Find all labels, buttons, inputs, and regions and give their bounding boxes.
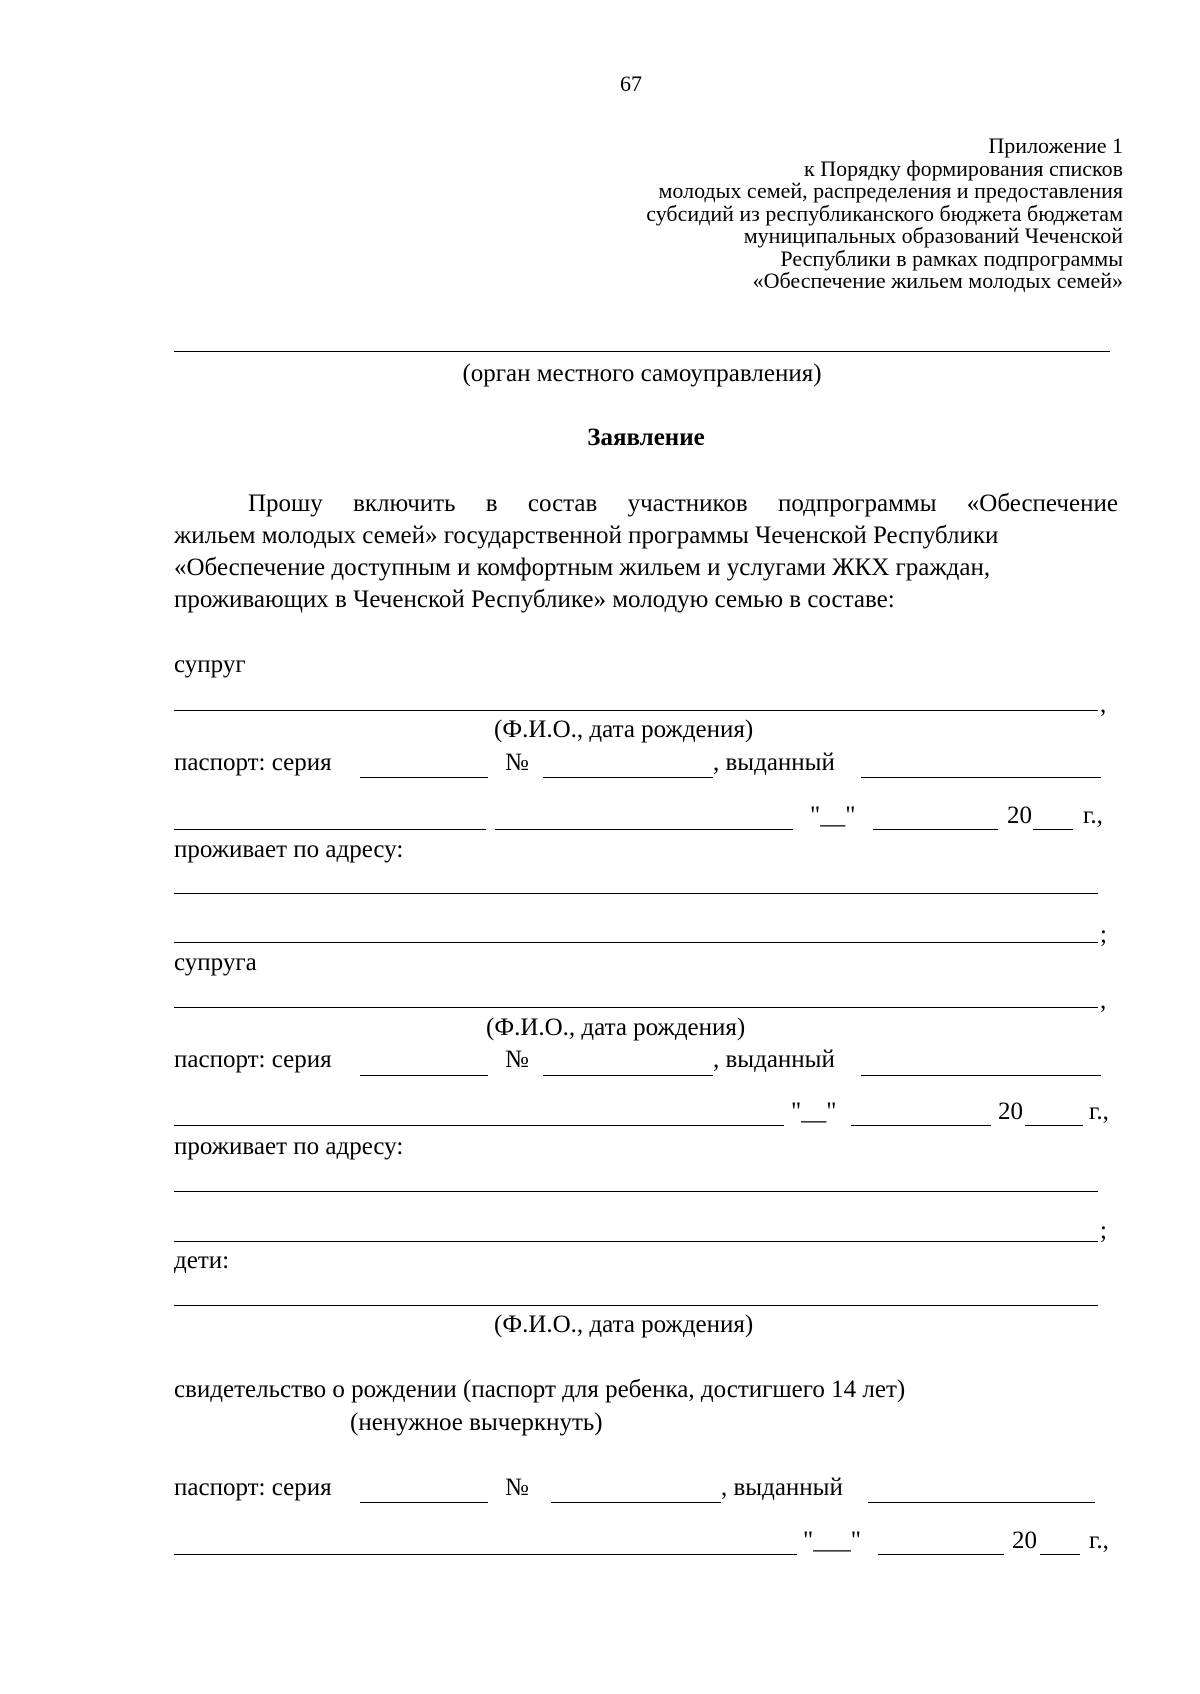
spouse-m-label: супруг: [174, 651, 246, 678]
intro-word: участников: [627, 490, 748, 517]
spouse-m-series-field[interactable]: [360, 777, 488, 778]
spouse-m-address-line-2[interactable]: [174, 942, 1098, 943]
children-series-field[interactable]: [360, 1502, 488, 1503]
spouse-m-number-field[interactable]: [543, 777, 713, 778]
spouse-m-year-field[interactable]: [1033, 829, 1073, 830]
children-fio-line[interactable]: [174, 1305, 1098, 1306]
appendix-line: субсидий из республиканского бюджета бюджетам: [646, 200, 1123, 226]
authority-caption: (орган местного самоуправления): [462, 360, 822, 387]
children-strike-note: (ненужное вычеркнуть): [350, 1409, 603, 1436]
document-title: Заявление: [587, 424, 705, 451]
intro-word: состав: [527, 490, 598, 517]
spouse-m-issuer-field-2[interactable]: [174, 829, 486, 830]
intro-word: подпрограммы: [777, 490, 937, 517]
intro-word: в: [485, 490, 498, 517]
spouse-f-fio-caption: (Ф.И.О., дата рождения): [486, 1014, 746, 1041]
spouse-m-address-line-1[interactable]: [174, 893, 1098, 894]
intro-word: включить: [353, 490, 456, 517]
children-number-sign: №: [505, 1474, 529, 1501]
spouse-m-issued: , выданный: [713, 749, 835, 776]
intro-word: Прошу: [248, 490, 323, 517]
spouse-f-issuer-field[interactable]: [861, 1075, 1101, 1076]
appendix-line: «Обеспечение жильем молодых семей»: [752, 268, 1123, 293]
spouse-f-address-line-2[interactable]: [174, 1241, 1098, 1242]
children-passport-label: паспорт: серия: [174, 1474, 332, 1501]
spouse-m-passport-label: паспорт: серия: [174, 749, 332, 776]
page-number: 67: [620, 71, 642, 96]
spouse-m-comma: ,: [1100, 691, 1107, 718]
appendix-header: [423, 135, 1123, 293]
spouse-m-number-sign: №: [505, 749, 529, 776]
spouse-f-comma: ,: [1100, 987, 1107, 1014]
spouse-f-month-field[interactable]: [851, 1125, 991, 1126]
intro-line-1: [248, 491, 1118, 516]
spouse-m-fio-caption: (Ф.И.О., дата рождения): [494, 716, 754, 743]
spouse-m-year-prefix: 20: [1007, 802, 1032, 829]
spouse-m-semicolon: ;: [1100, 921, 1107, 948]
appendix-line: Приложение 1: [988, 133, 1123, 158]
children-certificate: свидетельство о рождении (паспорт для ребенка, достигшего 14 лет): [174, 1376, 906, 1403]
appendix-line: муниципальных образований Чеченской: [743, 223, 1123, 248]
spouse-f-date-day[interactable]: "__": [791, 1098, 837, 1125]
appendix-line: молодых семей, распределения и предоставления: [658, 178, 1123, 203]
spouse-f-number-sign: №: [505, 1046, 529, 1073]
spouse-m-fio-line[interactable]: [174, 710, 1098, 711]
spouse-f-year-prefix: 20: [998, 1098, 1023, 1125]
spouse-f-semicolon: ;: [1100, 1217, 1107, 1244]
spouse-m-date-day[interactable]: "__": [810, 802, 856, 829]
spouse-m-address-label: проживает по адресу:: [174, 836, 404, 863]
intro-line-3: «Обеспечение доступным и комфортным жильем и услугами ЖКХ граждан,: [174, 554, 991, 581]
children-issuer-field-2[interactable]: [174, 1554, 797, 1555]
spouse-f-year-suffix: г.,: [1089, 1098, 1109, 1125]
intro-line-4: проживающих в Чеченской Республике» молодую семью в составе:: [174, 586, 895, 613]
spouse-f-fio-line[interactable]: [174, 1007, 1098, 1008]
intro-word: «Обеспечение: [966, 490, 1118, 517]
children-year-suffix: г.,: [1089, 1527, 1109, 1554]
children-year-field[interactable]: [1040, 1554, 1080, 1555]
children-date-day[interactable]: "___": [803, 1527, 861, 1554]
spouse-f-issuer-field-2[interactable]: [174, 1125, 784, 1126]
children-fio-caption: (Ф.И.О., дата рождения): [494, 1311, 754, 1338]
intro-line-2: жильем молодых семей» государственной программы Чеченской Республики: [174, 522, 999, 549]
spouse-f-series-field[interactable]: [360, 1075, 488, 1076]
spouse-f-address-line-1[interactable]: [174, 1191, 1098, 1192]
spouse-f-number-field[interactable]: [543, 1075, 713, 1076]
spouse-m-year-suffix: г.,: [1083, 802, 1103, 829]
spouse-f-year-field[interactable]: [1025, 1125, 1083, 1126]
children-issued: , выданный: [721, 1474, 843, 1501]
children-label: дети:: [174, 1247, 230, 1274]
spouse-f-address-label: проживает по адресу:: [174, 1133, 404, 1160]
spouse-m-month-field[interactable]: [873, 829, 998, 830]
appendix-line: Республики в рамках подпрограммы: [780, 245, 1123, 271]
spouse-m-issuer-field[interactable]: [861, 777, 1101, 778]
authority-field-line[interactable]: [174, 351, 1110, 352]
spouse-f-issued: , выданный: [713, 1046, 835, 1073]
children-issuer-field[interactable]: [868, 1502, 1095, 1503]
appendix-line: к Порядку формирования списков: [804, 155, 1123, 181]
children-number-field[interactable]: [551, 1502, 721, 1503]
children-year-prefix: 20: [1012, 1527, 1037, 1554]
spouse-f-label: супруга: [174, 949, 257, 976]
children-month-field[interactable]: [878, 1554, 1004, 1555]
spouse-f-passport-label: паспорт: серия: [174, 1046, 332, 1073]
spouse-m-issuer-field-3[interactable]: [495, 829, 793, 830]
